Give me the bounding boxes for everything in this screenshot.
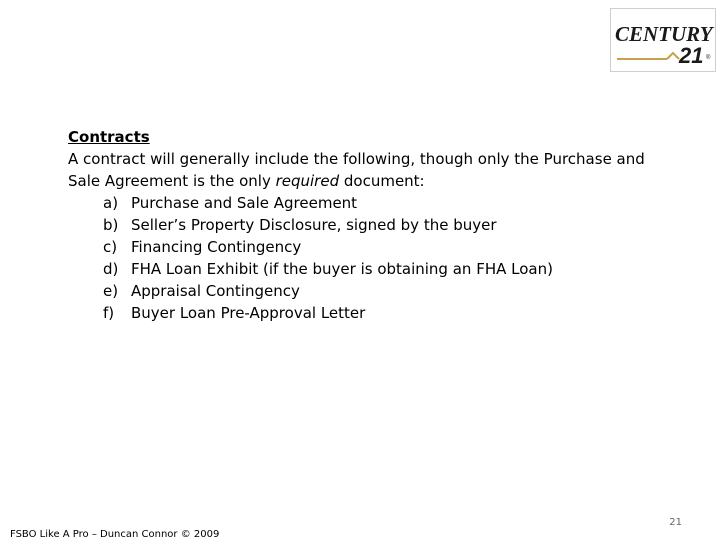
list-item — [68, 280, 688, 302]
footer-text: FSBO Like A Pro – Duncan Connor © 2009 — [10, 529, 220, 540]
list-marker: c) — [103, 238, 118, 256]
century-21-logo — [610, 8, 716, 72]
list-marker: d) — [103, 260, 119, 278]
list-item-text: Purchase and Sale Agreement — [131, 194, 358, 212]
list-item-text: Financing Contingency — [131, 238, 302, 256]
intro-line-2 — [68, 170, 688, 192]
section-heading: Contracts — [68, 128, 150, 146]
logo-wordmark: CENTURY — [615, 22, 713, 46]
list-item-text: FHA Loan Exhibit (if the buyer is obtaining an FHA Loan) — [131, 260, 553, 278]
list-item-text: Seller’s Property Disclosure, signed by the buyer — [131, 216, 497, 234]
intro-text-after: document: — [339, 172, 425, 190]
list-item — [68, 302, 688, 324]
intro-text-before: Sale Agreement is the only — [68, 172, 276, 190]
list-item-text: Buyer Loan Pre-Approval Letter — [131, 304, 366, 322]
intro-emphasis: required — [275, 172, 340, 190]
logo-house-roof — [667, 53, 679, 59]
logo-registered-mark: ® — [706, 55, 711, 61]
contract-items-list — [68, 192, 688, 324]
century-21-logo-graphic — [611, 9, 715, 71]
page-number: 21 — [669, 517, 682, 528]
list-item — [68, 214, 688, 236]
list-marker: e) — [103, 282, 119, 300]
contracts-section — [68, 126, 688, 324]
list-marker: f) — [103, 304, 115, 322]
list-marker: a) — [103, 194, 119, 212]
list-item — [68, 236, 688, 258]
list-item — [68, 192, 688, 214]
logo-number: 21 — [679, 43, 704, 68]
intro-line-1: A contract will generally include the following, though only the Purchase and — [68, 150, 645, 168]
list-marker: b) — [103, 216, 119, 234]
list-item — [68, 258, 688, 280]
list-item-text: Appraisal Contingency — [131, 282, 300, 300]
